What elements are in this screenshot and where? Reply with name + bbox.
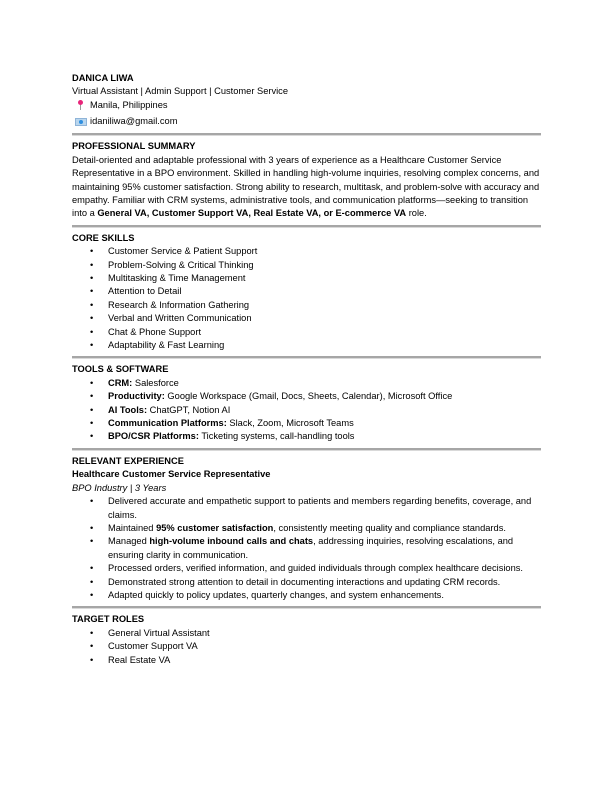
job-title: Healthcare Customer Service Representative: [72, 469, 271, 480]
bullet-icon: •: [90, 563, 94, 574]
bullet-icon: •: [90, 627, 94, 638]
candidate-name: DANICA LIWA: [72, 73, 134, 83]
list-item: • BPO/CSR Platforms: Ticketing systems, call-handling tools: [72, 430, 541, 443]
core-skills-list: [72, 245, 541, 352]
tools-list: [72, 377, 541, 444]
list-item: • Multitasking & Time Management: [72, 272, 541, 285]
section-title-core-skills: CORE SKILLS: [72, 232, 135, 243]
location-row: [72, 98, 541, 114]
section-title-summary: PROFESSIONAL SUMMARY: [72, 141, 196, 152]
list-item: • CRM: Salesforce: [72, 377, 541, 390]
section-divider: [72, 448, 541, 451]
list-item: • Customer Service & Patient Support: [72, 245, 541, 258]
bullet-icon: •: [90, 340, 94, 351]
section-divider: [72, 356, 541, 359]
bullet-icon: •: [90, 496, 94, 507]
email-link[interactable]: idaniliwa@gmail.com: [90, 115, 178, 126]
list-item: • Problem-Solving & Critical Thinking: [72, 259, 541, 272]
list-item: • Maintained 95% customer satisfaction, consistently meeting quality and compliance standards.: [72, 522, 541, 535]
location-text: Manila, Philippines: [90, 100, 168, 111]
list-item: • Verbal and Written Communication: [72, 312, 541, 325]
bullet-icon: •: [90, 259, 94, 270]
list-item: • Real Estate VA: [72, 654, 541, 667]
bullet-icon: •: [90, 536, 94, 547]
section-title-tools: TOOLS & SOFTWARE: [72, 364, 169, 375]
list-item: • Productivity: Google Workspace (Gmail, Docs, Sheets, Calendar), Microsoft Office: [72, 390, 541, 403]
section-divider: [72, 225, 541, 228]
list-item: • Customer Support VA: [72, 640, 541, 653]
email-row: [72, 114, 541, 130]
bullet-icon: •: [90, 246, 94, 257]
list-item: • Communication Platforms: Slack, Zoom, Microsoft Teams: [72, 417, 541, 430]
target-roles-list: [72, 627, 541, 667]
bullet-icon: •: [90, 273, 94, 284]
bullet-icon: •: [90, 391, 94, 402]
section-divider: [72, 133, 541, 136]
list-item: • Managed high-volume inbound calls and chats, addressing inquiries, resolving escalations, and ensuring clarity in communication.: [90, 536, 514, 560]
resume-page: [72, 72, 541, 667]
bullet-icon: •: [90, 326, 94, 337]
summary-paragraph: Detail-oriented and adaptable professional with 3 years of experience as a Healthcare Customer Service Representative in a BPO environment. Skilled in handling high-volume inquiries, resolving complex concerns, and maintaining 95% customer satisfaction. Strong ability to research, multitask, and problem-solve with accuracy and empathy. Familiar with CRM systems, administrative tools, and communication platforms—seeking to transition into a General VA, Customer Support VA, Real Estate VA, or E-commerce VA role.: [72, 154, 540, 219]
bullet-icon: •: [90, 589, 94, 600]
list-item: • Research & Information Gathering: [72, 299, 541, 312]
section-title-experience: RELEVANT EXPERIENCE: [72, 455, 184, 466]
map-pin-icon: [75, 100, 87, 112]
list-item: • Delivered accurate and empathetic support to patients and members regarding benefits, coverage, and claims.: [90, 496, 532, 520]
bullet-icon: •: [90, 404, 94, 415]
bullet-icon: •: [90, 654, 94, 665]
list-item: • Processed orders, verified information, and guided individuals through complex healthcare decisions.: [72, 562, 541, 575]
bullet-icon: •: [90, 418, 94, 429]
list-item: • Adapted quickly to policy updates, quarterly changes, and system enhancements.: [72, 589, 541, 602]
email-icon: [75, 116, 87, 128]
experience-list: [72, 495, 541, 602]
headline: Virtual Assistant | Admin Support | Customer Service: [72, 86, 288, 96]
bullet-icon: •: [90, 522, 94, 533]
section-divider: [72, 606, 541, 609]
list-item: • General Virtual Assistant: [72, 627, 541, 640]
bullet-icon: •: [90, 431, 94, 442]
bullet-icon: •: [90, 313, 94, 324]
bullet-icon: •: [90, 377, 94, 388]
list-item: • Adaptability & Fast Learning: [72, 339, 541, 352]
section-title-target-roles: TARGET ROLES: [72, 614, 145, 625]
list-item: • Attention to Detail: [72, 285, 541, 298]
bullet-icon: •: [90, 576, 94, 587]
job-meta: BPO Industry | 3 Years: [72, 482, 167, 493]
list-item: • Chat & Phone Support: [72, 326, 541, 339]
list-item: • Demonstrated strong attention to detail in documenting interactions and updating CRM records.: [72, 576, 541, 589]
bullet-icon: •: [90, 299, 94, 310]
bullet-icon: •: [90, 286, 94, 297]
bullet-icon: •: [90, 641, 94, 652]
list-item: • AI Tools: ChatGPT, Notion AI: [72, 404, 541, 417]
